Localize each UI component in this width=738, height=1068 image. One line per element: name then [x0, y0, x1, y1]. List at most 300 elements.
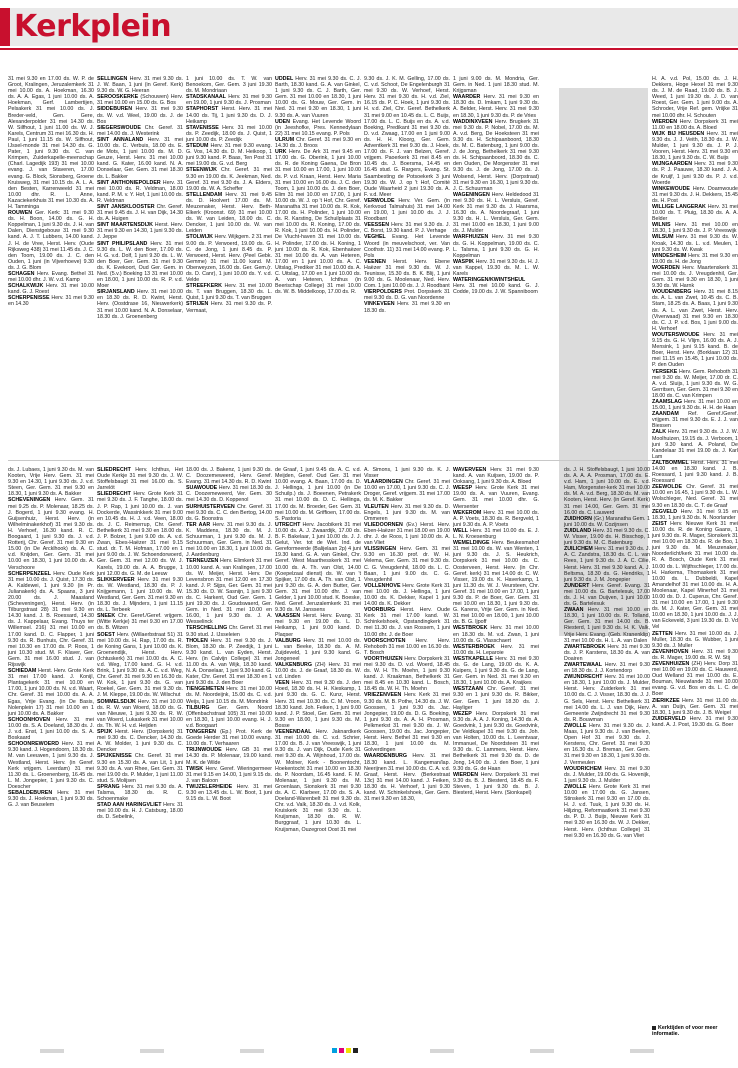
listing-entry [186, 76, 272, 94]
listing-entry [8, 295, 94, 307]
service-times: A. Simons, 1 juni 9.30 ds. K. J. Visser [364, 467, 450, 480]
listing-entry [652, 631, 738, 649]
place-name: SINT ANTHONIEPOLDER [97, 179, 161, 186]
listing-entry [275, 467, 361, 522]
service-times: (Ep.) Prot. Kerk de Goede Herder 31 mei 10.00 evang. 10.00 ds. T. Verhaaren [186, 729, 272, 748]
listing-entry [652, 521, 738, 631]
listing-entry [564, 674, 650, 723]
service-times: (Schouwen) Herv. 31 mei 10.00 en 15.00 ds. G. Bos [97, 94, 183, 107]
place-name: SCHERPENZEEL [8, 570, 51, 577]
listing-entry [275, 119, 361, 137]
service-times: Herv. 31 mei 10.00 ds. H. J. Catsburg, 18.00 ds. D. Sebelink, [97, 802, 183, 821]
listing-entry [97, 94, 183, 106]
listing-entry [97, 125, 183, 137]
listing-entry [364, 546, 450, 583]
place-name: ZEGVELD [652, 508, 678, 515]
service-times: Herv. Elimkerk 31 mei 10.00 kand. A. van Kralingen, 17.00 ds. W. Meijer, Herst. Herv. De Levensbron 31 mei 12.00 en 17.30 kand. J. P. Sijps, Ger. Gem. 31 mei 15.30 ds. D. W. Sasnijn, 1 juni 9.30 ds. C. Harkent, Oud Ger. Gem. 1 juni 19.30 ds. J. Goudswaerd, Ger. Gem. in Ned. 31 mei 10.00 en 16.00, 1 juni 9.30 ds. J. A. Wesselinck [186, 558, 272, 626]
listing-entry [275, 149, 361, 295]
listing-entry [97, 632, 183, 699]
service-times: Herv. 31 mei 10.00 ds. P. Zeedijk, 18.00 ds. J. Quist, 1 juni 10.00 ds. P. Zeedijk [186, 124, 272, 143]
service-times: Herv. 31 mei 9.30 en 18.30 ds. D. Imkam, 1 juni 9.30 ds. A. Belder, Herst. Herv. 31 mei 9.30 en 18.30, 1 juni 9.30 ds. P. de Vries [453, 94, 539, 119]
listing-entry [652, 411, 738, 429]
listing-entry [8, 271, 94, 283]
listing-entry [97, 613, 183, 631]
listing-column [453, 467, 539, 1042]
listing-entry [364, 259, 450, 289]
listing-entry [275, 522, 361, 613]
place-name: UTRECHT [275, 521, 301, 528]
listing-entry [97, 222, 183, 240]
listing-entry [652, 399, 738, 411]
place-name: WELL [453, 527, 469, 534]
listing-entry [275, 137, 361, 149]
listing-entry [453, 644, 539, 656]
service-times: Herv. 31 mei 9.30 en 19.00, 1 juni 9.30 ds. J. Prosman [186, 94, 272, 107]
square-bullet-icon [652, 1026, 656, 1030]
service-times: Herv. Dorpskerk 31 mei 11.00 en 18.00 ds. A. Bloed [652, 118, 738, 131]
service-times: Ref. Geref./Geref. vrijgem. 31 mei 9.30 ds. E. J. J. van Biessen [652, 411, 738, 430]
listing-entry [564, 723, 650, 766]
listing-entry [652, 649, 738, 661]
place-name: TILBURG [186, 704, 210, 711]
place-name: SPRANG [97, 783, 120, 790]
place-name: SCHIEDAM [8, 668, 37, 675]
listing-entry [652, 661, 738, 698]
listing-entry [652, 509, 738, 521]
service-times: Chr. Geref. 31 mei 14.00 ds. J. Westerink [97, 124, 183, 137]
listing-entry [453, 259, 539, 277]
service-times: Herv. 31 mei 9.30 ds. H. J. van Kappel, 19.30 ds. M. L. W. Karels [453, 258, 540, 277]
place-name: ZAANDAM [652, 411, 679, 418]
place-name: ZUNDERT [564, 582, 590, 589]
listing-entry [186, 192, 272, 235]
place-name: VALKENBURG [275, 662, 312, 668]
service-times: Herv. 31 mei 9.30 ds. P. Vermaat, [186, 301, 272, 314]
listing-entry [8, 571, 94, 669]
service-times: Herst. Herv. 31 mei 14.00 ds. Tij, 1 juni 9.30 ds. D. J. Heikamp [186, 106, 272, 125]
listing-entry [97, 577, 183, 614]
place-name: SCHEVENINGEN [8, 497, 51, 504]
listing-entry [453, 467, 539, 485]
section-header [0, 8, 738, 52]
service-times: Herv. 31 mei 10.00 en 18.30, 1 juni 10.00 ds. J. Mulder, Herst. Herv. Zuiderkerk 31 mei 10.00 ds. C. J. Visser, 18.30 ds. J. J. G. Sels, Herst. Herv. Bethelkerk 31 mei 14.00 ds. L. J. van Dijk, Herv. Gemeente Zwijndrecht 31 mei 9.30 ds. R. Bouwman [564, 674, 650, 723]
registration-mark [346, 1048, 351, 1053]
service-times: Herv. Kerk 31 mei 9.30 ds. M. B. Pothe, 14.30 ds. J. W. Goossen, 1 juni 9.30 ds. Jac. Jongepier, 19.00 ds. D. G. Boeking, 1 juni 9.30 ds. A. A. H. Prosman, Pelkmerkst 31 mei 9.30 ds. J. W. Goossen, 19.00 ds. Jac. Jongepier, Herst. Herv. Bethel 31 mei 9.30 en 18.30, 1 juni 10.00 ds. M. Golverdingen [364, 692, 450, 754]
service-times: Herv. 31 mei 8.15 ds. A. L. van Zwet, 10.45 ds. C. B. Stam, 18.25 ds. A. Baas, 1 juni 9.30 ds. A. L. van Zwet, Herst. Herv. (Viverwaad) 31 mei 9.30 en 18.30 ds. C. J. P. v.d. Bos, 1 juni 9.00 ds. H. Verhoef [652, 289, 738, 332]
listing-column [97, 467, 183, 1042]
listing-entry [564, 467, 650, 516]
service-times: Chr. Geref. 31 mei 9.45 ds. J. H. van Dijk, 14.30 ds. A. Huigen [97, 203, 183, 223]
service-times: Herv. Herv. Rehoboth 31 mei 10.00 en 16.30 ds. T. Bosch [364, 637, 450, 656]
listing-entry [275, 680, 361, 729]
service-times: ds. J. Lubaes, 1 juni 9.30 ds. M. van Kooten, Vrije Herv. Gem. 31 mei 9.30 en 14.30, 1 juni 9.30 ds. J. v.d. Steen, Ger. Gem. 31 mei 9.30 en 18.30, 1 juni 9.30 ds. A. Bakker [8, 467, 94, 498]
service-times: Herv. 31 mei 9.30 ds. G. H. Koppelman, 19.00 ds. C. L. Talsma, 1 juni 9.30 ds. G. H. Koppelman [453, 234, 539, 259]
service-times: Herst. Herv. Grote Kerk 31 mei 17.00 kand. J. Konijl, Plantagekerk 31 mei 10.00 en 17.00, 1 juni 10.00 ds. N. v.d. Waart, Chr. Geref. 31 mei 10.00 ds. A. A. Egas, Vrije Evang. (in De Basis, Nolenplein 17) 31 mei 10.00 en 1 juni 10.00 ds. A. Bakker [8, 668, 94, 717]
service-times: Herv. 31 mei 9.30 ds. P. J. Paauwe, 18.30 kand. J. A. de Kruijf, 1 juni 9.30 ds. P. J. v.d. Woerde [652, 161, 738, 186]
service-times: Herv. 31 mei 10.00 en 18.30 ds. R. D. Kwint, Herst. Herv. (Oostdrase 16, Nieuwerkerk) 31 mei 10.00 kand. N. A. Donselaar, 18.30 ds. J. Groenenberg [97, 289, 183, 320]
listing-column [453, 76, 539, 456]
listing-entry [652, 253, 738, 265]
place-name: SOMMELSDIJK [97, 698, 136, 705]
service-times: Herv. Grote Kerk 31 mei 19.00 ds. A. van Vuuren, Evang. Gem. 31 mei 10.00 dhr. G. Wiersenter [453, 485, 539, 510]
service-times: Herv. 31 mei 10.00 en 18.30, 1 juni 10.00 ds. R. Tolland, Ger. Gem. 31 mei 14.00 ds. B. Riesterd, 1 juni 9.30 ds. H. K. Valk, Vrije Herv. Evang. (Geb. Kranenklip) 31 mei 10.00 ds. H. L. A. van Dalen [564, 607, 650, 644]
listing-entry [186, 301, 272, 313]
listing-entry [652, 716, 738, 728]
service-times: Herv. 31 mei 9.30 ds. J. den Hoed, 18.30 ds. H. H. Kieskamp, 1 juni 9.30 ds. G. C. Kunz, Herst. Herv. 31 mei 10.30 ds. C. M. Vroon, 18.30 kand. Joh. Feiken, 1 juni 9.00 kand. J. P. Stoel, Ger. Gem. 31 mei 9.30 en 18.00, 1 juni 9.30 ds. M. Bosse [275, 680, 361, 729]
service-times: Herv. 31 mei 9.30 ds. J. K. Maddens, 18.30 ds. M. J. Schuurman, 1 juni 9.30 ds. M. J. Schuurman, Ger. Gem. in Ned. 31 mei 10.00 en 18.30, 1 juni 10.00 ds. J. Aardenburg [186, 521, 272, 559]
listing-entry [97, 289, 183, 319]
place-name: WEMELDINGE [453, 540, 490, 547]
place-name: WILSUM [652, 234, 674, 241]
service-times: 1 juni 9.00 ds. M. Mondria, Ger. Gem. in Ned. 1 juni 18.30 stud. M. Krijgsman [453, 76, 539, 95]
service-times: Herv. 31 mei 11.00 ds. A. van Duijn, Ger. Gem. 31 mei 18.30, 1 juni 9.30 ds. J. B. Weigel [652, 697, 738, 716]
place-name: STAPHORST [186, 106, 219, 113]
listing-entry [186, 522, 272, 559]
listing-column [564, 467, 650, 1042]
place-name: TWISK [186, 765, 204, 772]
service-times: Herv. 31 mei 9.30 en 18.30 ds. J. J. Kortendorp [564, 662, 650, 675]
place-name: ZWOLLE [564, 783, 587, 790]
place-name: VEGHEL [364, 234, 386, 241]
place-name: VOORTHUIZEN [364, 655, 403, 662]
listing-entry [186, 94, 272, 106]
service-times: Herv. (Willaerbstraat 51) 31 mei 10.00 ds. H. Rap, 17.00 ds. R. de Koning Gans, 1 juni 10.00 ds. K. Groenendijk, Herst. Herv. (Ichtuskerk) 31 mei 10.00 ds. A. C. v.d. Weg, 17.00 kand. G. H. v.d. Brink, 1 juni 9.30 ds. A. C. v.d. Weg, Chr. Geref. 31 mei 9.30 en 16.30 ds. W. Kok, 1 juni 9.30 ds. G. van Roekel, Ger. Gem. 31 mei 9.30 ds. J. M. Kleppe, 19.00 ds. W. Wilschut [97, 631, 183, 699]
listing-entry [453, 656, 539, 686]
place-name: SINT MAARTENSDIJK [97, 222, 153, 229]
place-name: SELLINGEN [97, 76, 128, 82]
service-times: Evang. Het Levende Woord (in meuvelschoot, ver. Van Coothstr. 11) 31 mei 14.00 evang. P. Pols [364, 234, 450, 259]
footer-stripe [430, 1049, 454, 1053]
service-times: (ZH) Herv. Dorp 31 mei 10.00 en 19.00 ds. C. Hauwerd, Oud Welland 31 mei 10.00 ds. E. Bouman, Nieuwlande 31 mei 10.00 evang. G. v.d. Bos en ds. L. C. de Boer [652, 661, 738, 698]
listing-column [97, 76, 183, 456]
service-times: Chr. Geref. 31 mei 10.00 en 16.45, 1 juni 9.30 ds. L. W. Wolschleger, Ned. Geref. 31 mei 9.30 en 18.30 ds. C. T. de Graaf [652, 484, 738, 509]
listing-entry [364, 692, 450, 753]
service-times: Herv. 31 mei 9.30 ds. D. Engels, 1 juni 9.30 ds. M. van Ommeren [364, 503, 450, 522]
listing-entry [275, 613, 361, 637]
service-times: Herv. 31 mei 10.00 ds. S. A. Doeland, 18.30 ds. J. J. v.d. Enst, 1 juni 10.00 ds. S. A. Boskaard [8, 716, 94, 742]
service-times: Chr. Geref. 31 mei 9.30 ds. C. C. den Bertog, 14.00 ds. G. Boonstra [186, 503, 272, 522]
service-times: Herv. 31 mei 10.00 ds. T. van Bruggen, 18.30 ds. L. Quist, 1 juni 9.30 ds. T. van Bruggen [186, 283, 272, 302]
listing-entry [364, 234, 450, 258]
place-name: THOLEN [186, 637, 208, 644]
listing-entry [453, 119, 539, 192]
footer-stripe [630, 1049, 654, 1053]
service-times: Herv. 31 mei 9.15 ds. G. H. Vlijm, 16.00 ds. A. J. Mensink, 1 juni 9.15 kand. B. de Boer, Herst. Herv. (Borklaan 12) 31 mei 11.15 en 15.45, 1 juni 10.00 ds. P. den Ouden [652, 331, 738, 369]
listing-entry [652, 698, 738, 716]
listing-entry [453, 686, 539, 710]
place-name: WOERDEN [652, 264, 680, 271]
listing-entry [364, 583, 450, 607]
place-name: STRIJEN [186, 301, 209, 308]
place-name: VINKEVEEN [364, 301, 395, 308]
listing-entry [453, 510, 539, 528]
place-name: SIDDEBUREN [97, 106, 133, 113]
place-name: TER AAR [186, 521, 211, 528]
service-times: Herst. Herv. Evang. 31 mei 9.30 en 19.00 ds. L. D. Heikamp, 1 juni 9.00 kand. D. Plaqser [275, 613, 361, 638]
listing-entry [453, 772, 539, 796]
listing-entry [186, 143, 272, 167]
place-name: SINT PHILIPSLAND [97, 240, 148, 247]
place-name: ZWARTEWAAL [564, 662, 602, 668]
place-name: ZUILICHEM [564, 546, 593, 553]
service-times: Herv. Doarnwoude 31 mei 9.30 ds. J. H. Dekkers, 15.45 ds. H. Post [652, 185, 738, 204]
listing-entry [364, 607, 450, 637]
service-times: Herv. 31 mei 9.30 ds. J. J. W. Moolhuizen, 19.15 ds. J. Verboom, 1 juni 9.30 kand. A. Poland, De Kandelaar 31 mei 19.00 ds. J. Karl Lam [652, 429, 738, 460]
place-name: SCHAGEN [8, 271, 35, 277]
place-name: WESTBROEK [453, 625, 488, 632]
place-name: WADDINXVEEN [453, 118, 493, 125]
place-name: ZETTEN [652, 630, 673, 637]
service-times: Herv. 31 mei 10.00 en 15.00, 1 juni 9.30 ds. H. H. de Haan [652, 398, 738, 412]
place-name: WIJK BIJ HEUSDEN [652, 130, 705, 137]
service-times: Herv. Grote Kerk 31 mei 10.00 en 17.00 ds. G. Jansen, Stinskerk 31 mei 9.30 en 17.00 ds. H. J. v.d. Tuuk, 1 juni 9.30 ds. H. Hiljzing, Reformaatkerk 31 mei 9.30 ds. P. D. J. Buijs, Nieuwe Kerk 31 mei 9.30 en 16.30 ds. W. J. Dekker, Herst. Herv. (Ichthus College) 31 mei 9.30 en 16.30 ds. G. van Vliet [564, 783, 650, 839]
footnote-text: Kerktijden of voor meer informatie. [652, 1025, 718, 1037]
place-name: ZALK [652, 429, 667, 436]
listing-entry [652, 460, 738, 484]
place-name: STAVENISSE [186, 124, 219, 131]
place-name: VLAARDINGEN [364, 479, 403, 486]
registration-mark [339, 1048, 344, 1053]
place-name: WAVERVEEN [453, 467, 487, 473]
service-times: Herv. Dorpskerk 31 mei 9.30 ds. A. A. J. Koning, 14.30 ds. A. Goedvink, 1 juni 9.30 ds. Goedvink, De Veldkapel 31 mei 9.30 ds. Joh. van Holten, 10.00 ds. L. Leentvaar, Immanuel, De Noordsteen 31 mei 9.30 ds. C. Lammers, Herst. Herv. Bethelkerk 31 mei 9.30 ds. D. de Jong, 14.00 ds. J. den Boer, 1 juni 9.30 ds. G. de Haan [453, 710, 539, 772]
place-name: UDEN [275, 118, 291, 125]
listing-entry [652, 76, 738, 119]
place-name: SLIEDRECHT [97, 467, 131, 473]
listing-entry [97, 180, 183, 204]
place-name: ZEEWOLDE [652, 484, 683, 491]
service-times: Herv. Ver. Gem. (in Kerkvoud Talmahuis) 31 mei 14.00 en 19.00, 1 juni 10.00 ds. J. J. Roodbant [364, 197, 450, 223]
place-name: STOLWIJK [186, 234, 213, 241]
listing-entry [364, 198, 450, 222]
header-rule [0, 48, 738, 50]
place-name: SINT JANSKLOOSTER [97, 203, 155, 210]
listing-entry [97, 204, 183, 222]
service-times: Herst. Herv. Oude Kerk 31 mei 17.00 kand. W. Schinkelshoek, Opstandingkerk 31 mei 11.30 ds. J. van Rossem, 1 juni 10.00 dhr. J. de Boer [364, 607, 450, 638]
place-name: WILLIGE LANGERAK [652, 203, 706, 210]
place-name: ZWARTEBROEK [564, 643, 606, 650]
listing-entry [652, 484, 738, 508]
service-times: Herv. 31 mei 9.30 ds. J. W. Baan, 1 juni (in Geref. Kerk) 9.30 ds. W. G. Heeran [97, 76, 183, 95]
service-times: Herv. 31 mei 10.00 en 18.30 ds. M. v.d. Zwan, 1 juni 10.00 ds. G. Vlasschaert [453, 625, 539, 644]
service-times: Chr. Geref./Geref. vrijgem. (Witte Kerkje) 31 mei 9.30 en 17.00 ds. B. Witzen [97, 613, 183, 632]
listing-entry [453, 540, 539, 625]
service-times: Herv. Dorpskerk 31 mei 9.30 ds. B. J. Biesterd, 18.45 ds. F. Steven, 1 juni 9.30 ds. B. J. Biesterd, Herst. Herv. (Sionkapel) [453, 771, 539, 796]
listing-entry [564, 546, 650, 583]
listing-entry [652, 119, 738, 131]
place-name: SURHUISTERVEEN [186, 503, 235, 510]
service-times: Chr. Geref. 31 mei 10.00 en 17.00, 1 juni 9.30 ds. C. J. Droger, Geref. vrijgem. 31 mei 17.00 ds. M. K. Bakker [364, 479, 450, 504]
listing-entry [364, 753, 450, 802]
place-name: SNEEK [97, 613, 116, 620]
service-times: Herv. Dorpskerk 31 mei 9.30 ds. D. v.d. Woerd, 18.45 ds. W. H. Th. Moehn, 1 juni 9.30 kand. J. Kraakman, Bethelkerk 31 mei 8.45 en 10.30 kand. L. Bosch, 18.45 ds. W. H. Th. Moehn [364, 655, 450, 693]
listing-entry [8, 717, 94, 741]
listing-entry [8, 497, 94, 570]
service-times: Herv. Gem. 31 mei 9.25 ds. P. Molenaar, 18.25 ds. J. Bogerd, 1 juni 9.30 evang. H. Guijsenhuiz, Herst. Herv. (in Wilhelminakerkhof) 31 mei 9.30 ds. H. Verhoef, 16.30 kand. R. C. Boogaard, 1 juni 9.30 ds. J. v.d. Rotterij, Chr. Geref. 31 mei 9.30 en 15.00 (in De Arcklhook) ds. A. C. v.d. Knijden, Ger. Gem. 31 mei 10.00 en 18.30, 1 juni 10.00 ds. A. Verschoore [8, 497, 94, 571]
listing-entry [364, 467, 450, 479]
place-name: VERWOLDE [364, 197, 395, 204]
service-times: Herv. 31 mei 9.30 ds. R. Mager, 19.00 ds. R. W. Stij [652, 648, 738, 661]
service-times: Herv. 31 mei 10.00 ds. A. P. Voets, 18.30 ds. R. Bergveld, 1 juni 9.30 ds. A. P. Voets [453, 509, 539, 528]
registration-mark [353, 1048, 358, 1053]
listing-column [275, 467, 361, 1042]
service-times: Herv. 31 mei 10.00 en 18.30, 1 juni 9.30 ds. J. P. Vreeswijk [652, 222, 738, 235]
listing-entry [652, 131, 738, 161]
listing-entry [652, 332, 738, 369]
service-times: Chr. Geref. 31 mei 9.30 en 15.30 ds. A. van Lit, 1 juni 9.30 ds. A. van Rhee, Ger. Gem. 31 mei 19.00 ds. P. Mulder, 1 juni 11.00 stud. S. Molijsen [97, 753, 183, 784]
place-name: YERSEKE [652, 368, 678, 375]
listing-entry [186, 167, 272, 191]
place-name: ZIERIKZEE [652, 697, 680, 704]
place-name: WOUTERSWOUDE [652, 331, 700, 338]
listing-entry [453, 485, 539, 509]
listing-entry [275, 76, 361, 119]
listing-entry [186, 729, 272, 747]
place-name: WIJNGAARDEN [652, 161, 693, 168]
service-times: Herst. Herv. (Dorpskerk) 31 mei 9.30 ds. C. Dencker, 14.30 ds. A. W. Molder, 1 juni 9.30 ds. C. Dencker [97, 729, 183, 754]
service-times: Herv. 31 mei 10.00 ds. H. Leparoie [453, 643, 539, 656]
place-name: VLIEDOORNEN [364, 521, 403, 528]
page-footer [0, 1046, 738, 1056]
service-times: Herv. Geref. Wieringermeer 31 mei 9.15 en 14.00, 1 juni 9.15 ds. J. van Baloon [186, 765, 272, 784]
place-name: ZEVENHUIZEN [652, 661, 690, 667]
listing-entry [453, 277, 539, 295]
listing-entry [364, 479, 450, 503]
listing-entry [453, 94, 539, 118]
service-times: (Gr.) Maranatha Gem. 1 juni 10.00 ds. W. Cozijnsen [564, 515, 650, 528]
place-name: VIERPOLDERS [364, 289, 402, 296]
place-name: SLIKKERVEER [97, 576, 135, 583]
place-name: TIENGEMETEN [186, 686, 225, 693]
listing-entry [186, 125, 272, 143]
listing-column [652, 76, 738, 728]
place-name: SCHALKWIJK [8, 283, 44, 290]
place-name: ZWAAN [564, 607, 584, 614]
service-times: Herv. 31 mei 9.30 kand. A. J. Post, 19.30 ds. G. Boer [652, 715, 738, 728]
listing-entry [564, 583, 650, 607]
service-times: Herv. 31 mei 9.30 ds. J. Mulder, 19.00 ds. G. Hovenijk, 1 juni 9.30 ds. J. Mulder [564, 765, 650, 784]
listing-entry [364, 656, 450, 693]
listing-column [8, 76, 94, 456]
listing-entry [275, 729, 361, 833]
service-times: Herv. Wijkgem. 2 31 mei 9.00 ds. P. Verwoerd, 19.00 ds. G. C. de Jong, 1 juni 8.45 ds. P. Verwoerd, Herst. Herv. (Peel Gebk. Gemme) 31 mei 11.00 kand. M. Oberweyzen, 16.00 ds. Ger. Gem.(r. ds. D. Canr), 1 juni 10.00 ds. Y. v.d. Velde [186, 234, 272, 284]
service-times: Herv. 31 mei 9.30 en 14.30 [8, 295, 94, 308]
listing-entry [564, 607, 650, 644]
place-name: VEENENDAAL [275, 729, 312, 736]
service-times: de Graaf, 1 juni 9.45 ds. A. C. v.d. Meijden, Geref. Oud Ger. 31 mei 10.00 evang. A. Baan, 17.00 ds. D. J. Hellinga, 1 juni 10.00 (in De Schuilp.) ds. J. Boeenen, Petrakerk 31 mei 10.00 ds. D. C. Hellinga, 17.00 ds. M. Broeder, Ger. Gem. 31 mei 10.00 ds. M. Griffioen, 17.00 ds. S. Pastoria [275, 467, 361, 522]
listing-column [364, 467, 450, 1042]
header-accent [0, 8, 10, 46]
service-times: Herv. 31 mei 18.30 ds. C. Doozemeweerd, Ver. Gem. 30 mei 14.30 ds. D. Koppenol [186, 485, 272, 504]
listing-column [364, 76, 450, 456]
service-times: Herv. 31 mei 9.30 ds. J. P. Karstens, 18.30 ds. A. van Doairen [564, 643, 650, 662]
service-times: Herv. 31 mei 9.30 ds. C. W. Visser, 19.00 ds. H. Bisschop, 1 juni 9.30 ds. M. C. Batenburg [564, 527, 650, 547]
listing-entry [97, 76, 183, 94]
service-times: Herv. 31 mei 9.30 en 18.30 ds. [364, 301, 450, 314]
listing-entry [652, 265, 738, 289]
listing-entry [186, 766, 272, 784]
service-times: Herv. Gem. 31 mei 9.30 en 16.30 prof. dr. W. H. Velema, Ger. Gem. 31 mei 9.30 ds. C. G. Vreugdenhil, 18.00 ds. L. C. Baan, 1 juni 9.00 ds. C. G. Vreugdenhil [364, 546, 450, 583]
listing-entry [97, 784, 183, 802]
service-times: Herv. 31 mei 9.30 kand. A. van Kuijsen, 19.00 ds. P. Ooksang, 1 juni 9.30 ds. A. Bloed [453, 467, 539, 486]
service-times: 18.00 ds. J. Bakenz, 1 juni 9.30 ds. C. Doozemeweerd, Herv. Geref. Evang. 31 mei 14.30 ds. R. D. Kwint [186, 467, 272, 486]
listing-entry [652, 161, 738, 185]
listing-entry [186, 705, 272, 729]
place-name: ULRUM [275, 136, 295, 143]
place-name: ZWIJNDRECHT [564, 674, 603, 681]
section-title: Kerkplein [14, 9, 172, 44]
place-name: ZUIDLAND [564, 527, 592, 534]
listing-entry [186, 747, 272, 765]
place-name: SPIJKENISSE [97, 753, 132, 760]
service-times: 31 mei 9.30 en 17.00 ds. W. P. de Groot, Kralingen, Jeruzalemkerk 31 mei 10.00 ds. A. Hoekman, 16.30 ds. A. A. Egas, 1 juni 10.00 ds. A. Hoekman, Gerf. Lambertijen, Pelsakerk 31 mei 10.00 ds. J. Breder-veld, Gen. Gere, Alexanderpolder 31 mei 14.30 ds. W. Silfhout, 1 juni 11.00 ds. W. J. Karels, Centrum 31 mei 16.30 ds. H. Paul, 1 juni 11.15 ds. W. Silfhout, IJssel-monde 31 mei 14.30 ds. G. Pater, 1 juni 9.30 ds. C. van Krimpen, Zuiderkapelle-meenschap (Charl. Lagedijk 193) 31 mei 10.00 evang. J. van Staveren, 17.00 evang. G. Block, Sionsberg, Groene Kruisweg, 31 mei 10.15 ds. A. L. A. den Besten, Karrenweeld 31 mei 10.00 dhr. R. L. Anne, Kazaciekerkhuis 31 mei 10.30 ds. A. H. Tamminga [8, 76, 94, 210]
listing-entry [564, 528, 650, 546]
listing-column [186, 76, 272, 456]
listing-entry [564, 662, 650, 674]
listing-entry [97, 802, 183, 820]
place-name: WOUDENBERG [652, 289, 692, 296]
place-name: WIERDEN [453, 771, 479, 778]
service-times: Herv. 31 mei 9.30 ds. J. J. Veith, 18.30 ds. J. W. Mulder, 1 juni 9.30 ds. J. P. J. Vooren, Herst. Herv. 31 mei 9.30 en 18.30, 1 juni 9.30 ds. C. W. Buijs [652, 130, 738, 162]
listing-entry [652, 429, 738, 459]
place-name: ZEIST [652, 520, 668, 527]
service-times: Herv. 31 mei 9.30 ds. W. v.d. Weel, 19.00 ds. J. de Bos [97, 106, 183, 125]
service-times: Herv. 31 mei 9.30 en 19.00 ds. H. de Jong [652, 252, 738, 265]
place-name: WIERDEN [652, 118, 678, 125]
listing-entry [364, 301, 450, 313]
service-times: Herv. Gem. Rehoboth 31 mei 9.30 ds. W. Meijer, 17.00 dr. C. A. v.d. Sluijs, 1 juni 9.30 ds. W. G. Gerritsen, Ger. Gem. 31 mei 9.30 en 18.00 ds. C. van Krimpen [652, 368, 738, 399]
place-name: VEESSEN [364, 222, 390, 229]
listing-entry [186, 638, 272, 687]
place-name: TWIJZELERHEIDE [186, 783, 233, 790]
service-times: Herv. Oude Kerk 31 mei 10.00 ds. J. Quist, 17.30 ds. A. Kaldewei, 1 juni 9.30 (in Pr. Julianakerk) ds. A. Spaans, 3 juni 20.00 ds. J. Maasland (Scheveningen), Herst. Herv. (in Tilburgstraat 28) 31 mei 9.30 en 14.30 kand. J. B. Roessard, 14.30 ds. J. Kappelaar, Evang. Thuys ter Willemsel. 216) 31 mei 10.00 en 17.00 kand. D. C. Flapper, 1 juni 9.30 ds. R. Bunhuis, Chr. Geref. 31 mei 10.30 en 17.00 ds. P. Roos, 1 juni 10.30 stud. M. F. Klaver, Ger. Gem. 31 mei 16.00 stud. J. van Rijswijk [8, 570, 94, 668]
service-times: ds. J. H. Stoffelsbaugt, 1 juni 10.00 ds. A. A. A. Prosman, 17.00 ds. E. v.d. Ham, 1 juni 10.00 ds. E. v.d. Ham, Morgenster-kerk 31 mei 10.00 ds. M. A. v.d. Berg, 18.30 ds. M. van Kooten, Herst. Herv. (in Geref. Kerk) 31 mei 14.00, Ger. Gem. 31 mei 16.00 ds. C. Lauwerd [564, 467, 650, 516]
place-name: ZAAMSLAG [652, 398, 683, 405]
service-times: Herv. De Ark 31 mei 9.45 en 17.00 ds. G. Oberink, 1 juni 10.00 ds. R. de Koning Gaena, De Bron 31 mei 10.00 en 17.00, 1 juni 10.00 ds. P. v.d. Kraan, Herst. Herv. Maria 31 mei 10.00 en 16.00 ds. J. C. den Toom, 1 juni 10.00 ds. J. den Boer, Elim 31 mei 10.00 en 17.00, 1 juni 10.00 ds. W. J. op 't Hof, Chr. Geref. Maranatha 31 mei 10.00 ds. R. Kok, 17.00 ds. H. Polinder, 1 juni 10.00 ds. R. Karsting, De Schuilplaats 31 mei 10.00 ds. R. Koning, 17.00 ds. R. Kok, 1 juni 10.00 ds. H. Polinder, De Vlucht-haven 31 mei 10.00 ds. H. Polinder, 17.00 ds. H. Koning, 1 juni 10.00 ds. R. Kok, Ebenhaëzer 31 mei 10.00 ds. A. van Heteren, 17.00 en 1 juni 10.00 ds. A. C. Uitslag, Prediker 31 mei 10.00 ds. A. C. Uitslag, 17.00 en 1 juni 10.00 ds. A. van Heteren, Ichthus (in Beerischap College) 31 mei 10.00 ds. W. B. Middelkoop, 17.00 ds. R. [275, 149, 361, 296]
service-times: Herst. Herv. 31 mei 9.30 en 14.30, 1 juni 9.30 ds. J. Jeppe [97, 222, 183, 241]
listing-entry [186, 784, 272, 802]
listing-entry [97, 753, 183, 783]
listing-entry [186, 504, 272, 522]
place-name: TERNEUZEN [186, 558, 219, 565]
listing-entry [97, 137, 183, 180]
listing-entry [275, 662, 361, 680]
service-times: Chr. Geref. 31 mei 9.30 en 1 juni 9.30 ds. R. Bikker, Ger. Gem. 1 juni 18.30 ds. J. Hayliger [453, 686, 539, 711]
service-times: Herv. 31 mei 10.00 kand. G. J. Codde, 19.00 ds. J. W. Spanniboom [453, 283, 539, 296]
footer-stripe [530, 1049, 554, 1053]
service-times: Prot. Dorpskerk 31 mei 9.30 ds. D. G. van Noordenne [364, 289, 450, 302]
listing-entry [652, 186, 738, 204]
listing-entry [453, 192, 539, 235]
listing-entry [453, 625, 539, 643]
place-name: ZUIDHORN [564, 515, 592, 522]
place-name: VAASSEN [275, 613, 301, 620]
place-name: WEESP [453, 485, 473, 492]
place-name: WAARDENBURG [364, 753, 407, 760]
service-times: Herv. 31 mei 9.30 ds. J. A. C. Zandstra, 18.30 ds. C. L. van Rees, 1 juni 9.30 ds. J. A. C. Cilie, Herst. Herv. 31 mei 9.30 kand. A. J. Beltsma, 18.30 ds. G. Hendriks, 1 juni 9.30 ds. J. M. Jongepier [564, 546, 650, 583]
listing-entry [97, 491, 183, 576]
service-times: Herst. Herv. Ebene Haëzer 31 mei 9.30 ds. W. J. Teunisse, 15.30 ds. B. K. Blij, 1 juni 9.00 ds. G. Moolenaar, Ned. Herv. Com. 1 juni 10.00 ds. J. J. Roodbant [364, 258, 450, 290]
listing-entry [652, 204, 738, 222]
listing-entry [97, 106, 183, 124]
listing-entry [364, 289, 450, 301]
footer-stripe [240, 1049, 264, 1053]
place-name: WEZEP [453, 710, 472, 717]
place-name: TERSCHELLING [186, 625, 228, 632]
service-times: Herv. Evang. Bethel 31 mei 10.00 dhr. J. W. v.d. Kamp [8, 271, 94, 284]
listing-entry [453, 528, 539, 540]
place-name: STELLENDAM [186, 191, 223, 198]
listing-entry [8, 210, 94, 271]
